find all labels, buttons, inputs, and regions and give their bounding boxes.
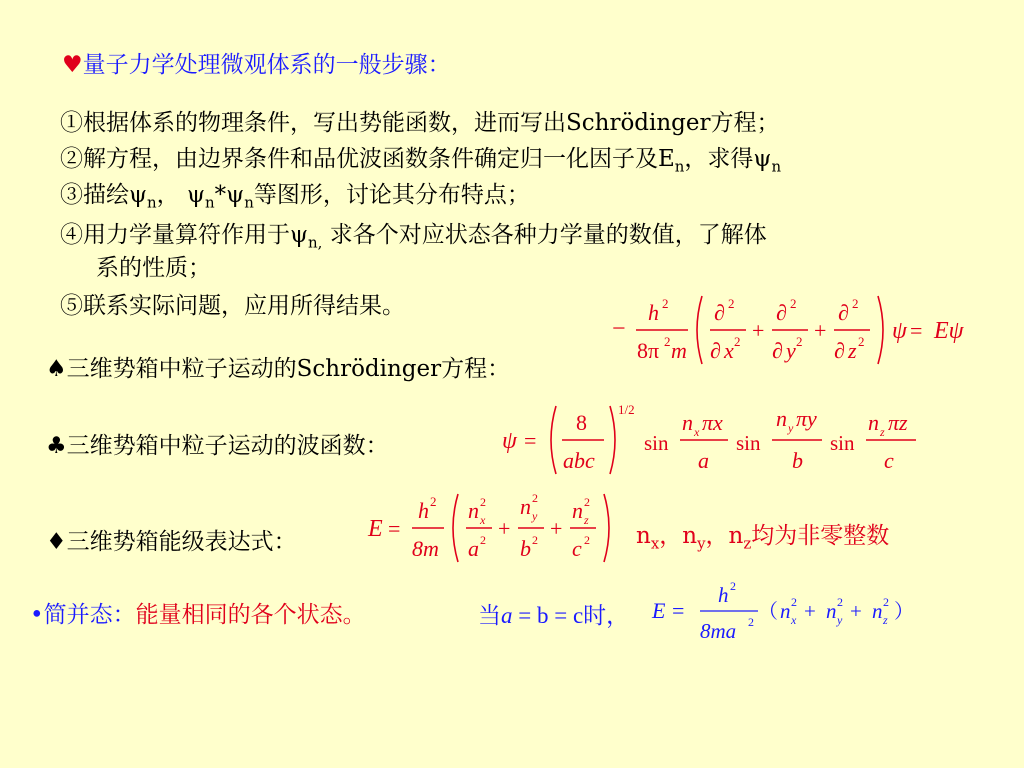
- eq2-term-2-sub: y: [788, 421, 794, 435]
- eq3-term-1-n: n: [468, 498, 479, 523]
- energy-note-sub-z: z: [743, 534, 752, 553]
- eq2-term-2-rest: πy: [796, 406, 817, 431]
- eq4-num-h: h: [718, 583, 729, 607]
- energy-note: [636, 517, 889, 553]
- step-4-sub: n,: [308, 233, 323, 252]
- eq1-psi: ψ: [892, 318, 907, 344]
- section-wavefunction: [46, 427, 389, 460]
- eq4-num-sup: 2: [730, 579, 736, 593]
- eq3-term-2-sub: y: [532, 509, 538, 523]
- eq4-n-2-sub: y: [837, 613, 843, 627]
- eq4-n-2-sup: 2: [837, 595, 843, 609]
- eq1-plus-1: +: [752, 318, 765, 343]
- eq3-term-1-sub: x: [480, 513, 486, 527]
- eq3-e: E: [368, 516, 383, 542]
- eq4-n-1-sup: 2: [791, 595, 797, 609]
- eq1-equals: =: [910, 318, 923, 343]
- eq2-psi: ψ: [502, 428, 517, 454]
- energy-note-n: n: [636, 523, 651, 549]
- step-4-text: ④用力学量算符作用于ψ: [60, 222, 309, 248]
- eq4-equals: =: [672, 598, 685, 623]
- eq2-term-2-den: b: [792, 448, 803, 473]
- eq1-left-paren: [697, 296, 702, 364]
- eq2-term-1-den: a: [698, 448, 709, 473]
- degenerate-line: [30, 596, 366, 629]
- cond-mid: = b = c时，: [512, 603, 630, 628]
- eq2-term-3-den: c: [884, 448, 894, 473]
- step-3-tail: 等图形，讨论其分布特点；: [253, 182, 530, 208]
- eq3-term-3-den: c: [572, 536, 582, 561]
- eq4-plus-2: +: [850, 599, 862, 623]
- energy-note-sub-x: x: [650, 534, 660, 553]
- eq1-partial-3-num: ∂: [838, 300, 849, 325]
- step-2-text: ②解方程，由边界条件和品优波函数条件确定归一化因子及E: [60, 146, 675, 172]
- eq3-term-1-den-sup: 2: [480, 533, 486, 547]
- eq2-term-1-n: n: [682, 410, 693, 435]
- eq4-n-3-sub: z: [883, 613, 888, 627]
- eq2-term-3-sub: z: [880, 425, 885, 439]
- degenerate-desc: 能量相同的各个状态。: [135, 602, 366, 628]
- eq4-n-3-sup: 2: [883, 595, 889, 609]
- eq3-term-2-den-sup: 2: [532, 533, 538, 547]
- eq3-term-3-n: n: [572, 498, 583, 523]
- cond-a: a: [501, 603, 513, 628]
- eq4-n-1-sub: x: [791, 613, 797, 627]
- step-3-sub-1: n: [147, 193, 157, 212]
- step-3: [60, 179, 530, 219]
- eq1-partial-2-num: ∂: [776, 300, 787, 325]
- eq2-left-paren: [551, 406, 556, 474]
- eq4-plus-1: +: [804, 599, 816, 623]
- eq1-plus-2: +: [814, 318, 827, 343]
- eq3-num-h: h: [418, 498, 429, 523]
- cond-pre: 当: [478, 603, 501, 628]
- eq3-term-2-n: n: [520, 494, 531, 519]
- eq3-num-sup: 2: [430, 494, 437, 509]
- eq2-den: abc: [563, 448, 595, 473]
- eq1-den-sup: 2: [664, 334, 671, 349]
- eq4-n-3: n: [872, 599, 883, 623]
- eq1-right-paren: [878, 296, 883, 364]
- degenerate-condition: [478, 597, 629, 630]
- eq2-term-1-rest: πx: [702, 410, 723, 435]
- step-2-tail: ，求得ψ: [684, 146, 772, 172]
- step-3-mid-2: *ψ: [214, 182, 245, 208]
- eq2-sin-3: sin: [830, 431, 855, 455]
- degenerate-label: 简并态：: [43, 602, 136, 628]
- eq1-minus: −: [612, 316, 626, 342]
- eq1-num-sup: 2: [662, 296, 669, 311]
- eq1-partial-2-sup: 2: [790, 296, 797, 311]
- eq2-num: 8: [576, 410, 587, 435]
- club-bullet-icon: ♣: [46, 433, 67, 459]
- eq3-equals: =: [388, 516, 401, 541]
- degenerate-energy-equation: [648, 576, 938, 652]
- eq1-var-x-sup: 2: [734, 334, 741, 349]
- eq2-sin-1: sin: [644, 431, 669, 455]
- step-3-sub-2: n: [205, 193, 215, 212]
- eq4-den-sup: 2: [748, 615, 754, 629]
- eq1-var-x: x: [724, 338, 734, 363]
- eq2-right-paren: [610, 406, 615, 474]
- section-schrodinger-text: 三维势箱中粒子运动的Schrödinger方程：: [66, 356, 511, 382]
- step-3-mid: ， ψ: [156, 182, 206, 208]
- eq3-plus-2: +: [550, 516, 563, 541]
- eq1-var-y: y: [786, 338, 796, 363]
- eq3-den: 8m: [412, 536, 439, 561]
- eq3-term-1-den: a: [468, 536, 479, 561]
- eq1-var-z: z: [848, 338, 857, 363]
- step-4-tail: 求各个对应状态各种力学量的数值，了解体: [322, 222, 767, 248]
- diamond-bullet-icon: ♦: [46, 529, 67, 555]
- schrodinger-equation: [610, 290, 990, 370]
- step-3-sub-3: n: [244, 193, 254, 212]
- step-4-cont-text: 系的性质；: [96, 255, 211, 281]
- eq2-power: 1/2: [618, 402, 635, 417]
- eq1-partial-2-den: ∂: [772, 338, 783, 363]
- eq3-term-2-sup: 2: [532, 491, 538, 505]
- eq3-plus-1: +: [498, 516, 511, 541]
- energy-note-sep-2: ，n: [705, 523, 744, 549]
- section-wavefunction-text: 三维势箱中粒子运动的波函数：: [66, 433, 389, 459]
- eq4-lparen: （: [758, 601, 778, 623]
- step-2: [60, 143, 781, 183]
- step-1-text: ①根据体系的物理条件，写出势能函数，进而写出Schrödinger方程；: [60, 110, 780, 136]
- eq4-n-1: n: [780, 599, 791, 623]
- eq4-rparen: ）: [894, 601, 914, 623]
- section-energy: [46, 523, 297, 556]
- eq1-den-m: m: [671, 338, 687, 363]
- step-2-tail-sub: n: [771, 157, 782, 176]
- eq2-term-3-n: n: [868, 410, 879, 435]
- energy-note-sep-1: ，n: [659, 523, 698, 549]
- eq2-sin-2: sin: [736, 431, 761, 455]
- slide-title: [62, 46, 451, 79]
- eq1-partial-1-den: ∂: [710, 338, 721, 363]
- eq1-den: 8π: [637, 338, 660, 363]
- energy-equation: [362, 488, 622, 570]
- wavefunction-equation: [496, 398, 936, 480]
- eq2-equals: =: [524, 428, 537, 453]
- eq1-var-z-sup: 2: [858, 334, 865, 349]
- eq4-e: E: [652, 598, 666, 623]
- section-energy-text: 三维势箱能级表达式：: [66, 529, 297, 555]
- eq3-right-paren: [604, 494, 609, 562]
- eq3-term-1-sup: 2: [480, 495, 486, 509]
- eq3-left-paren: [453, 494, 458, 562]
- eq3-term-3-den-sup: 2: [584, 533, 590, 547]
- eq1-num-h: h: [648, 300, 659, 325]
- step-5: [60, 290, 405, 322]
- eq3-term-3-sup: 2: [584, 495, 590, 509]
- energy-note-sub-y: y: [697, 534, 706, 553]
- eq3-term-3-sub: z: [584, 513, 589, 527]
- eq1-var-y-sup: 2: [796, 334, 803, 349]
- step-3-text: ③描绘ψ: [60, 182, 148, 208]
- step-5-text: ⑤联系实际问题，应用所得结果。: [60, 293, 405, 319]
- eq2-term-3-rest: πz: [888, 410, 908, 435]
- spade-bullet-icon: ♠: [46, 356, 67, 382]
- eq2-term-1-sub: x: [694, 425, 700, 439]
- eq1-partial-1-num: ∂: [714, 300, 725, 325]
- section-schrodinger: [46, 350, 510, 383]
- step-1: [60, 107, 780, 139]
- eq1-partial-3-sup: 2: [852, 296, 859, 311]
- eq1-rhs: Eψ: [934, 318, 964, 344]
- title-text: 量子力学处理微观体系的一般步骤：: [82, 52, 451, 78]
- eq2-term-2-n: n: [776, 406, 787, 431]
- step-2-sub: n: [674, 157, 685, 176]
- eq4-den: 8ma: [700, 619, 737, 643]
- eq3-term-2-den: b: [520, 536, 531, 561]
- step-4-cont: [96, 252, 211, 284]
- dot-bullet-icon: •: [30, 602, 44, 628]
- eq4-n-2: n: [826, 599, 837, 623]
- eq1-partial-1-sup: 2: [728, 296, 735, 311]
- energy-note-tail: 均为非零整数: [751, 523, 890, 549]
- heart-bullet-icon: ♥: [62, 52, 83, 78]
- eq1-partial-3-den: ∂: [834, 338, 845, 363]
